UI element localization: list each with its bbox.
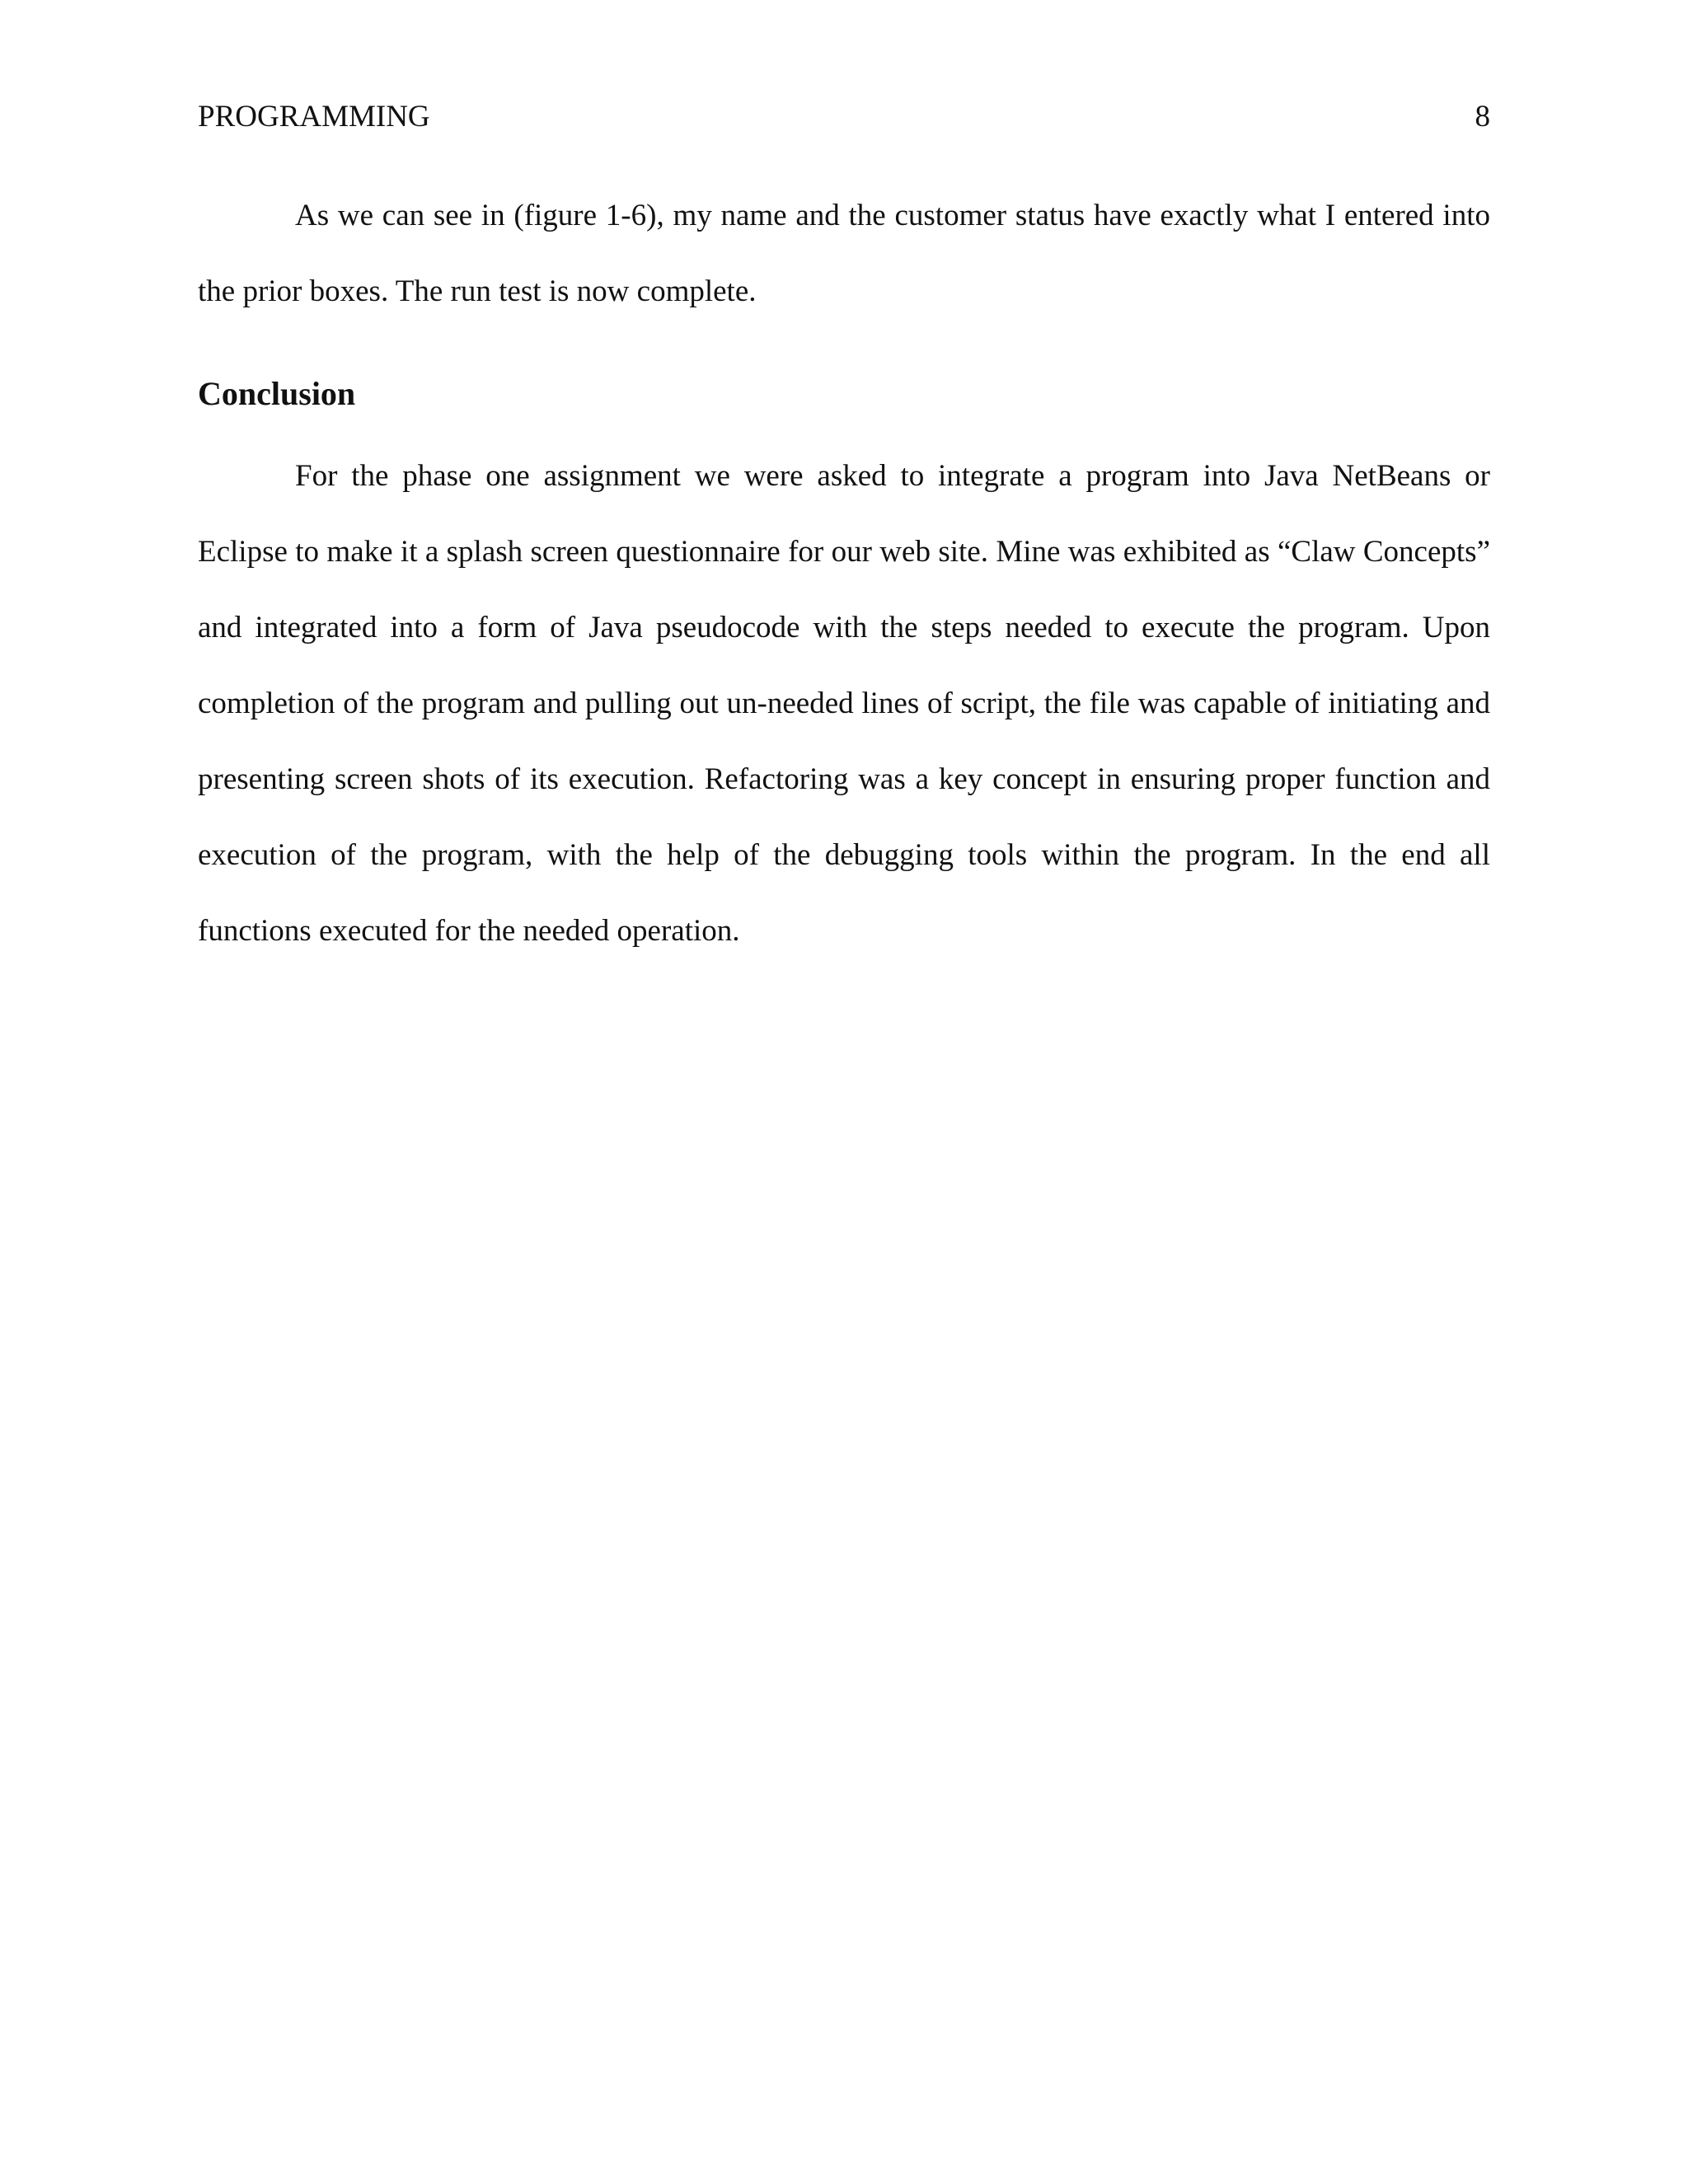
running-head-title: PROGRAMMING	[198, 100, 430, 134]
running-head	[198, 97, 1490, 137]
body-paragraph-2: For the phase one assignment we were asked to integrate a program into Java NetBeans or Eclipse to make it a splash screen questionnaire for our web site. Mine was exhibited as “Claw Concepts” and integrated into a form of Java pseudocode with the steps needed to execute the program. Upon completion of the program and pulling out un-needed lines of script, the file was capable of initiating and presenting screen shots of its execution. Refactoring was a key concept in ensuring proper function and execution of the program, with the help of the debugging tools within the program. In the end all functions executed for the needed operation.	[198, 459, 1490, 948]
body-paragraph-1: As we can see in (figure 1-6), my name and the customer status have exactly what I entered into the prior boxes. The run test is now complete.	[198, 199, 1490, 308]
page-number: 8	[1475, 100, 1490, 134]
section-heading-conclusion: Conclusion	[198, 375, 356, 412]
